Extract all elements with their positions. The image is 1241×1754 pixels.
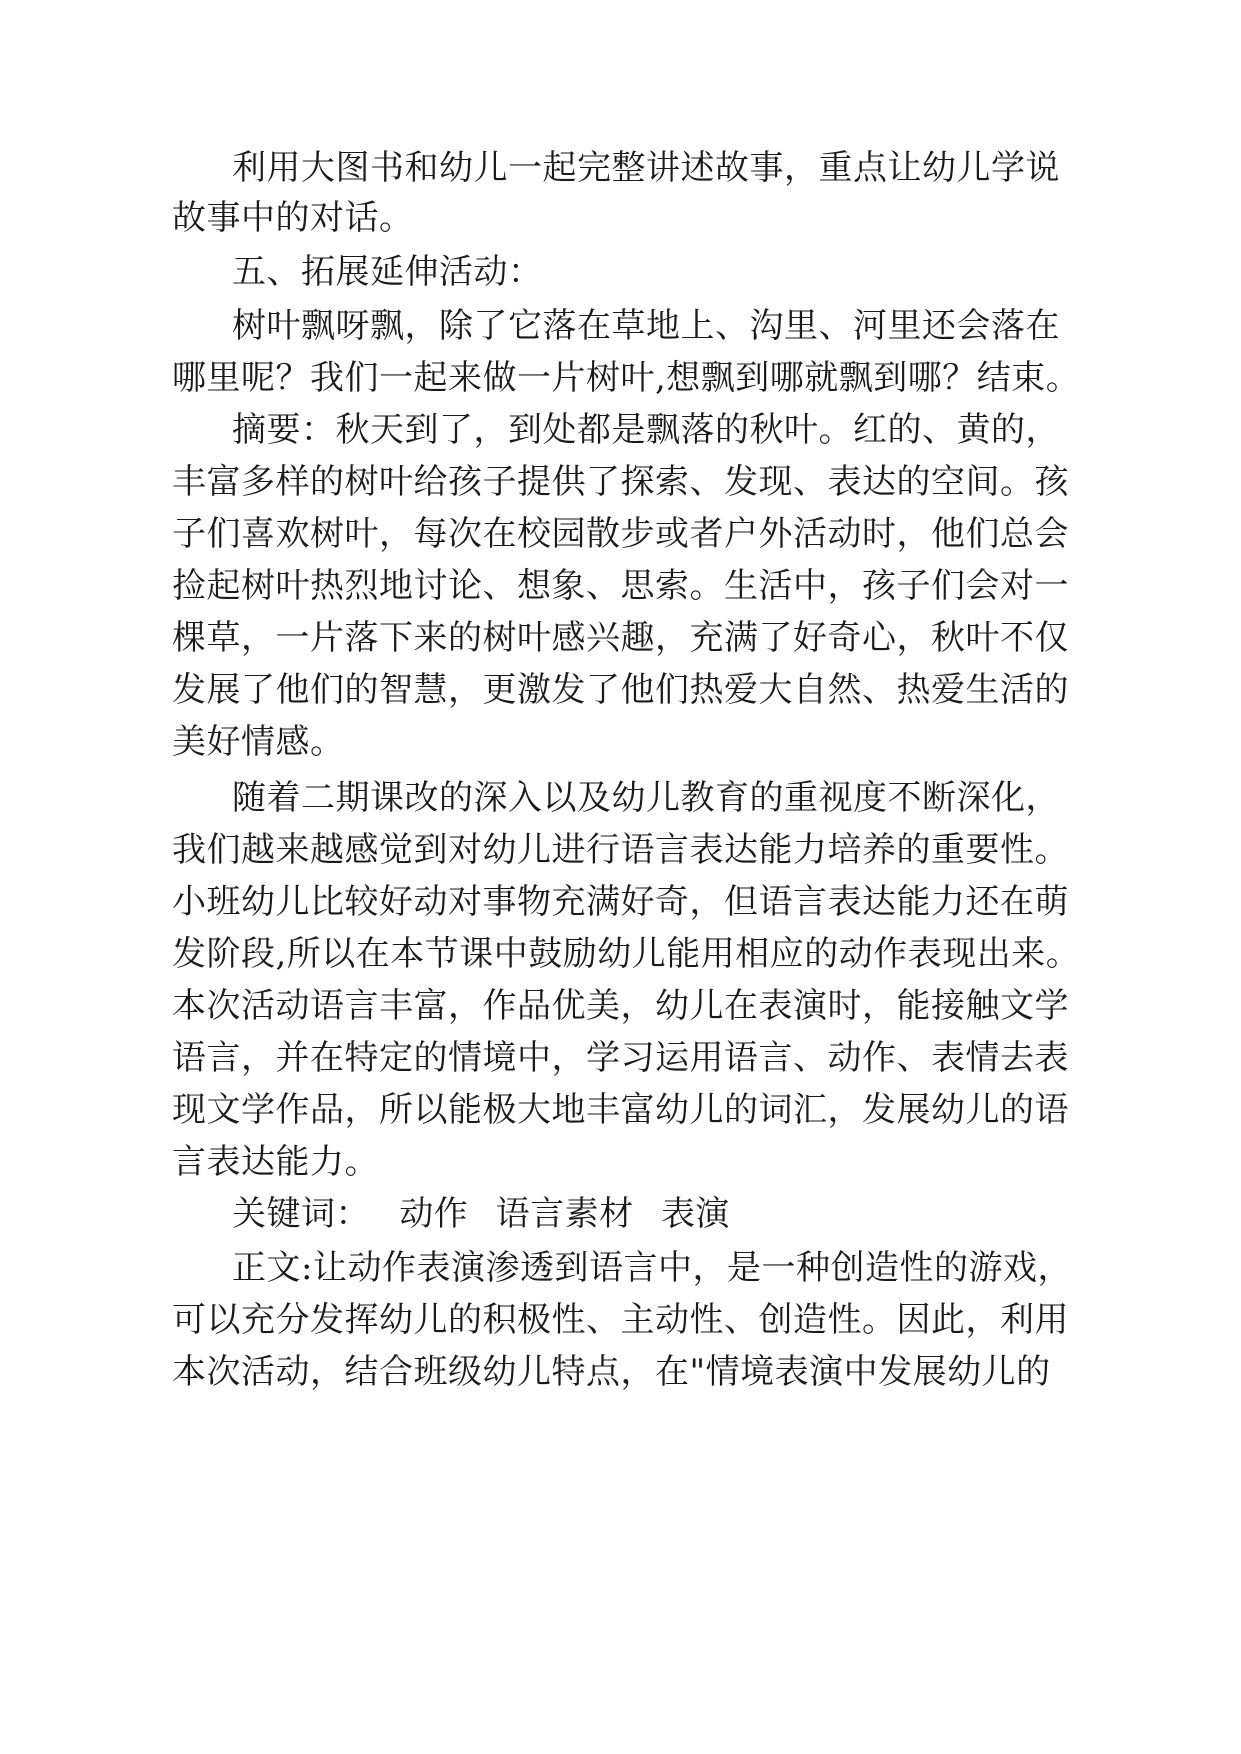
paragraph-5-line-3: 小班幼儿比较好动对事物充满好奇，但语言表达能力还在萌 bbox=[172, 882, 1069, 922]
section-heading-extension-activity: 五、拓展延伸活动： bbox=[232, 252, 543, 292]
paragraph-5-line-7: 现文学作品，所以能极大地丰富幼儿的词汇，发展幼儿的语 bbox=[172, 1090, 1069, 1130]
keyword-1: 动作 bbox=[399, 1194, 469, 1234]
paragraph-5-line-8: 言表达能力。 bbox=[172, 1142, 379, 1182]
paragraph-5-line-2: 我们越来越感觉到对幼儿进行语言表达能力培养的重要性。 bbox=[172, 830, 1069, 870]
main-text-line-3: 本次活动，结合班级幼儿特点，在"情境表演中发展幼儿的 bbox=[172, 1352, 1051, 1392]
paragraph-5-line-6: 语言，并在特定的情境中，学习运用语言、动作、表情去表 bbox=[172, 1038, 1069, 1078]
paragraph-5-line-5: 本次活动语言丰富，作品优美，幼儿在表演时，能接触文学 bbox=[172, 986, 1069, 1026]
paragraph-5-line-4: 发阶段,所以在本节课中鼓励幼儿能用相应的动作表现出来。 bbox=[172, 934, 1081, 974]
keywords-label: 关键词： bbox=[232, 1194, 370, 1234]
paragraph-1-line-1: 利用大图书和幼儿一起完整讲述故事，重点让幼儿学说 bbox=[232, 148, 1060, 188]
abstract-line-4: 捡起树叶热烈地讨论、想象、思索。生活中，孩子们会对一 bbox=[172, 566, 1069, 606]
abstract-line-1: 摘要：秋天到了，到处都是飘落的秋叶。红的、黄的， bbox=[232, 410, 1060, 450]
paragraph-3-line-1: 树叶飘呀飘，除了它落在草地上、沟里、河里还会落在 bbox=[232, 306, 1060, 346]
main-text-line-2: 可以充分发挥幼儿的积极性、主动性、创造性。因此，利用 bbox=[172, 1300, 1069, 1340]
abstract-line-2: 丰富多样的树叶给孩子提供了探索、发现、表达的空间。孩 bbox=[172, 462, 1069, 502]
paragraph-1-line-2: 故事中的对话。 bbox=[172, 198, 414, 238]
keyword-2: 语言素材 bbox=[495, 1194, 634, 1234]
keywords-line bbox=[232, 1194, 730, 1234]
abstract-line-6: 发展了他们的智慧，更激发了他们热爱大自然、热爱生活的 bbox=[172, 670, 1069, 710]
main-text-line-1: 正文:让动作表演渗透到语言中，是一种创造性的游戏， bbox=[232, 1248, 1072, 1288]
paragraph-3-line-2: 哪里呢？我们一起来做一片树叶,想飘到哪就飘到哪？结束。 bbox=[172, 358, 1081, 398]
abstract-line-3: 子们喜欢树叶，每次在校园散步或者户外活动时，他们总会 bbox=[172, 514, 1069, 554]
keyword-3: 表演 bbox=[660, 1194, 730, 1234]
abstract-line-5: 棵草，一片落下来的树叶感兴趣，充满了好奇心，秋叶不仅 bbox=[172, 618, 1069, 658]
paragraph-5-line-1: 随着二期课改的深入以及幼儿教育的重视度不断深化， bbox=[232, 778, 1060, 818]
abstract-line-7: 美好情感。 bbox=[172, 722, 345, 762]
